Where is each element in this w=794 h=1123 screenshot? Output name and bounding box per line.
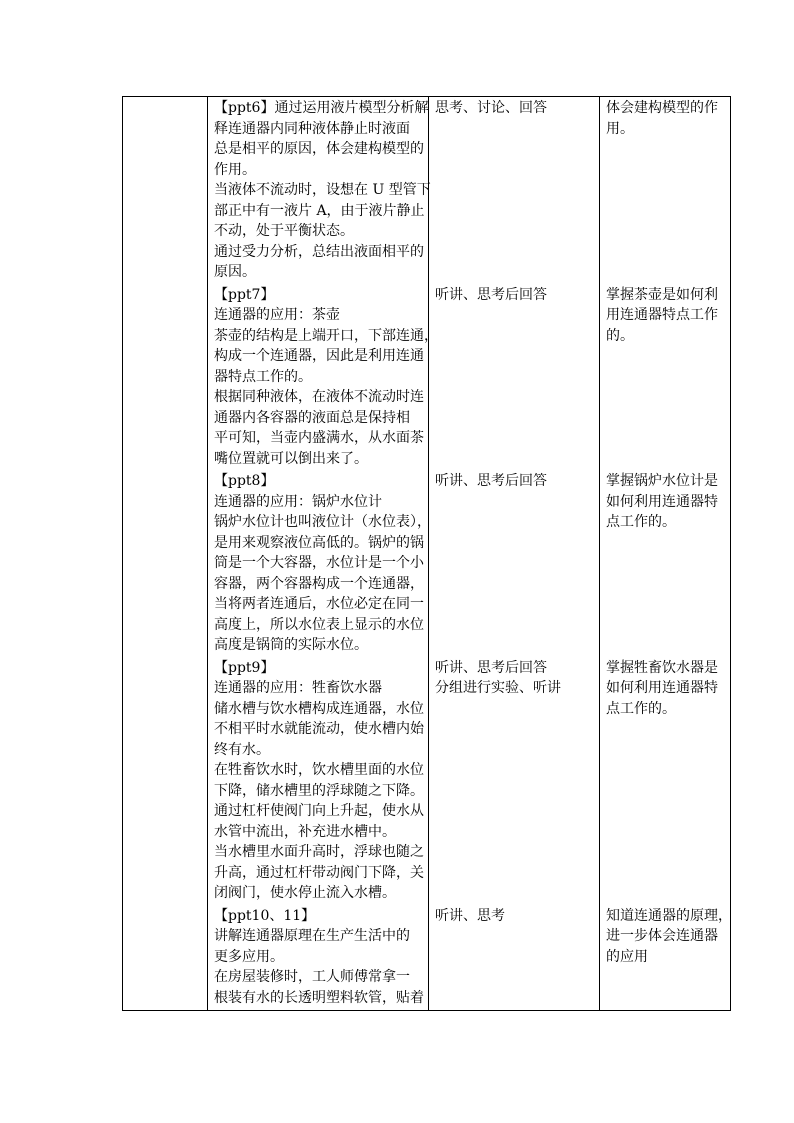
spacer-line	[435, 221, 595, 242]
spacer-line	[606, 533, 726, 554]
spacer-line	[606, 242, 726, 263]
spacer-line	[606, 346, 726, 367]
spacer-line	[435, 492, 595, 513]
content-line: 通器内各容器的液面总是保持相	[214, 409, 410, 426]
spacer-line	[606, 842, 726, 863]
spacer-line	[435, 863, 595, 884]
content-line: 锅炉水位计也叫液位计（水位表），	[214, 514, 431, 530]
content-line: 作用。	[214, 161, 256, 178]
content-line: 总是相平的原因，体会建构模型的	[214, 141, 424, 157]
spacer-line	[606, 139, 726, 160]
content-line: 高度上，所以水位表上显示的水位	[214, 616, 424, 633]
spacer-line	[435, 449, 595, 470]
teaching-content-cell	[208, 97, 438, 1011]
spacer-line	[606, 719, 726, 740]
spacer-line	[435, 346, 595, 367]
spacer-line	[606, 635, 726, 656]
content-line: 储水槽与饮水槽构成连通器，水位	[214, 700, 424, 717]
segment-activity	[435, 658, 595, 904]
spacer-line	[606, 988, 726, 1009]
spacer-line	[606, 883, 726, 904]
content-line: 当将两者连通后，水位必定在同一	[214, 596, 424, 612]
segment-content	[214, 658, 424, 904]
spacer-line	[606, 262, 726, 283]
segment-activity	[435, 98, 595, 283]
spacer-line	[606, 740, 726, 761]
purpose-line: 掌握茶壶是如何利	[606, 286, 718, 303]
content-line: 根装有水的长透明塑料软管，贴着	[214, 989, 424, 1006]
spacer-line	[435, 119, 595, 140]
content-line: 闭阀门，使水停止流入水槽。	[214, 885, 396, 901]
purpose-line: 的。	[606, 327, 634, 344]
segment-purpose	[606, 285, 726, 470]
spacer-line	[435, 594, 595, 615]
content-line: 是用来观察液位高低的。锅炉的锅	[214, 534, 424, 551]
content-line: 不动，处于平衡状态。	[214, 223, 354, 239]
content-line: 通过杠杆使阀门向上升起，使水从	[214, 803, 424, 819]
content-line: 连通器的应用：茶壶	[214, 307, 340, 323]
content-line: 在房屋装修时，工人师傅常拿一	[214, 969, 410, 985]
content-line: 在牲畜饮水时，饮水槽里面的水位	[214, 762, 424, 778]
content-line: 更多应用。	[214, 948, 284, 965]
segment-content	[214, 98, 431, 283]
spacer-line	[435, 553, 595, 574]
content-line: 释连通器内同种液体静止时液面	[214, 120, 410, 137]
content-line: 【ppt8】	[214, 473, 275, 489]
content-line: 连通器的应用：锅炉水位计	[214, 493, 382, 510]
spacer-line	[435, 615, 595, 636]
content-line: 通过受力分析，总结出液面相平的	[214, 243, 424, 260]
content-line: 连通器的应用：牲畜饮水器	[214, 680, 382, 696]
spacer-line	[435, 719, 595, 740]
spacer-line	[606, 367, 726, 388]
spacer-line	[606, 180, 726, 201]
content-line: 部正中有一液片 A，由于液片静止	[214, 202, 425, 219]
content-line: 原因。	[214, 264, 256, 280]
spacer-line	[606, 760, 726, 781]
segment-purpose	[606, 98, 726, 283]
spacer-line	[606, 822, 726, 843]
content-line: 根据同种液体，在液体不流动时连	[214, 389, 424, 405]
spacer-line	[606, 553, 726, 574]
lesson-plan-table	[122, 96, 731, 1011]
activity-line: 听讲、思考后回答	[435, 659, 547, 676]
purpose-line: 掌握锅炉水位计是	[606, 473, 718, 489]
purpose-line: 如何利用连通器特	[606, 493, 718, 510]
spacer-line	[435, 760, 595, 781]
activity-line: 听讲、思考后回答	[435, 286, 547, 303]
activity-line: 分组进行实验、听讲	[435, 680, 561, 696]
spacer-line	[435, 262, 595, 283]
spacer-line	[435, 139, 595, 160]
spacer-line	[606, 801, 726, 822]
purpose-line: 进一步体会连通器	[606, 928, 718, 944]
content-line: 升高，通过杠杆带动阀门下降，关	[214, 864, 424, 881]
activity-line: 听讲、思考	[435, 907, 505, 924]
student-activity-cell	[429, 97, 600, 1011]
spacer-line	[435, 367, 595, 388]
spacer-line	[435, 967, 595, 988]
spacer-line	[606, 201, 726, 222]
purpose-line: 用连通器特点工作	[606, 307, 718, 323]
spacer-line	[435, 883, 595, 904]
spacer-line	[606, 781, 726, 802]
content-line: 讲解连通器原理在生产生活中的	[214, 928, 410, 944]
segment-activity	[435, 471, 595, 656]
spacer-line	[435, 988, 595, 1009]
spacer-line	[435, 305, 595, 326]
spacer-line	[435, 180, 595, 201]
spacer-line	[606, 615, 726, 636]
segment-purpose	[606, 658, 726, 904]
segment-content	[214, 285, 438, 470]
spacer-line	[435, 740, 595, 761]
spacer-line	[606, 160, 726, 181]
spacer-line	[435, 326, 595, 347]
spacer-line	[435, 242, 595, 263]
spacer-line	[435, 533, 595, 554]
spacer-line	[435, 387, 595, 408]
spacer-line	[435, 574, 595, 595]
spacer-line	[435, 160, 595, 181]
spacer-line	[606, 574, 726, 595]
segment-activity	[435, 906, 595, 1009]
content-line: 嘴位置就可以倒出来了。	[214, 450, 368, 467]
content-line: 【ppt6】通过运用液片模型分析解	[214, 100, 429, 116]
purpose-line: 知道连通器的原理，	[606, 907, 732, 924]
design-purpose-cell	[600, 97, 731, 1011]
purpose-line: 用。	[606, 120, 634, 137]
content-line: 下降，储水槽里的浮球随之下降。	[214, 782, 424, 799]
content-line: 构成一个连通器，因此是利用连通	[214, 348, 424, 364]
spacer-line	[606, 594, 726, 615]
spacer-line	[435, 926, 595, 947]
spacer-line	[435, 781, 595, 802]
spacer-line	[606, 967, 726, 988]
spacer-line	[435, 201, 595, 222]
activity-line: 听讲、思考后回答	[435, 473, 547, 489]
purpose-line: 点工作的。	[606, 700, 676, 717]
segment-content	[214, 906, 424, 1009]
spacer-line	[435, 842, 595, 863]
content-line: 高度是锅筒的实际水位。	[214, 637, 368, 653]
purpose-line: 掌握牲畜饮水器是	[606, 659, 718, 676]
spacer-line	[606, 449, 726, 470]
purpose-line: 体会建构模型的作	[606, 100, 718, 116]
content-line: 茶壶的结构是上端开口，下部连通，	[214, 327, 438, 344]
spacer-line	[606, 221, 726, 242]
content-line: 【ppt7】	[214, 286, 275, 303]
content-line: 【ppt9】	[214, 659, 275, 676]
spacer-line	[435, 947, 595, 968]
spacer-line	[606, 863, 726, 884]
spacer-line	[435, 699, 595, 720]
spacer-line	[606, 408, 726, 429]
content-line: 水管中流出，补充进水槽中。	[214, 823, 396, 840]
spacer-line	[435, 408, 595, 429]
content-line: 不相平时水就能流动，使水槽内始	[214, 721, 424, 737]
segment-purpose	[606, 471, 726, 656]
activity-line: 思考、讨论、回答	[435, 100, 547, 116]
content-line: 当液体不流动时，设想在 U 型管下	[214, 182, 431, 198]
segment-activity	[435, 285, 595, 470]
spacer-line	[435, 512, 595, 533]
content-line: 筒是一个大容器，水位计是一个小	[214, 555, 424, 571]
content-line: 当水槽里水面升高时，浮球也随之	[214, 844, 424, 860]
spacer-line	[606, 387, 726, 408]
content-line: 器特点工作的。	[214, 368, 312, 385]
content-line: 容器，两个容器构成一个连通器，	[214, 575, 424, 592]
content-line: 平可知，当壶内盛满水，从水面茶	[214, 430, 424, 446]
table-row	[123, 97, 731, 1011]
spacer-line	[435, 822, 595, 843]
spacer-line	[435, 635, 595, 656]
content-line: 终有水。	[214, 741, 270, 758]
stage-cell	[123, 97, 208, 1011]
purpose-line: 如何利用连通器特	[606, 680, 718, 696]
purpose-line: 点工作的。	[606, 514, 676, 530]
content-line: 【ppt10、11】	[214, 907, 316, 924]
spacer-line	[606, 428, 726, 449]
purpose-line: 的应用	[606, 948, 648, 965]
segment-content	[214, 471, 431, 656]
segment-purpose	[606, 906, 732, 1009]
spacer-line	[435, 428, 595, 449]
spacer-line	[435, 801, 595, 822]
